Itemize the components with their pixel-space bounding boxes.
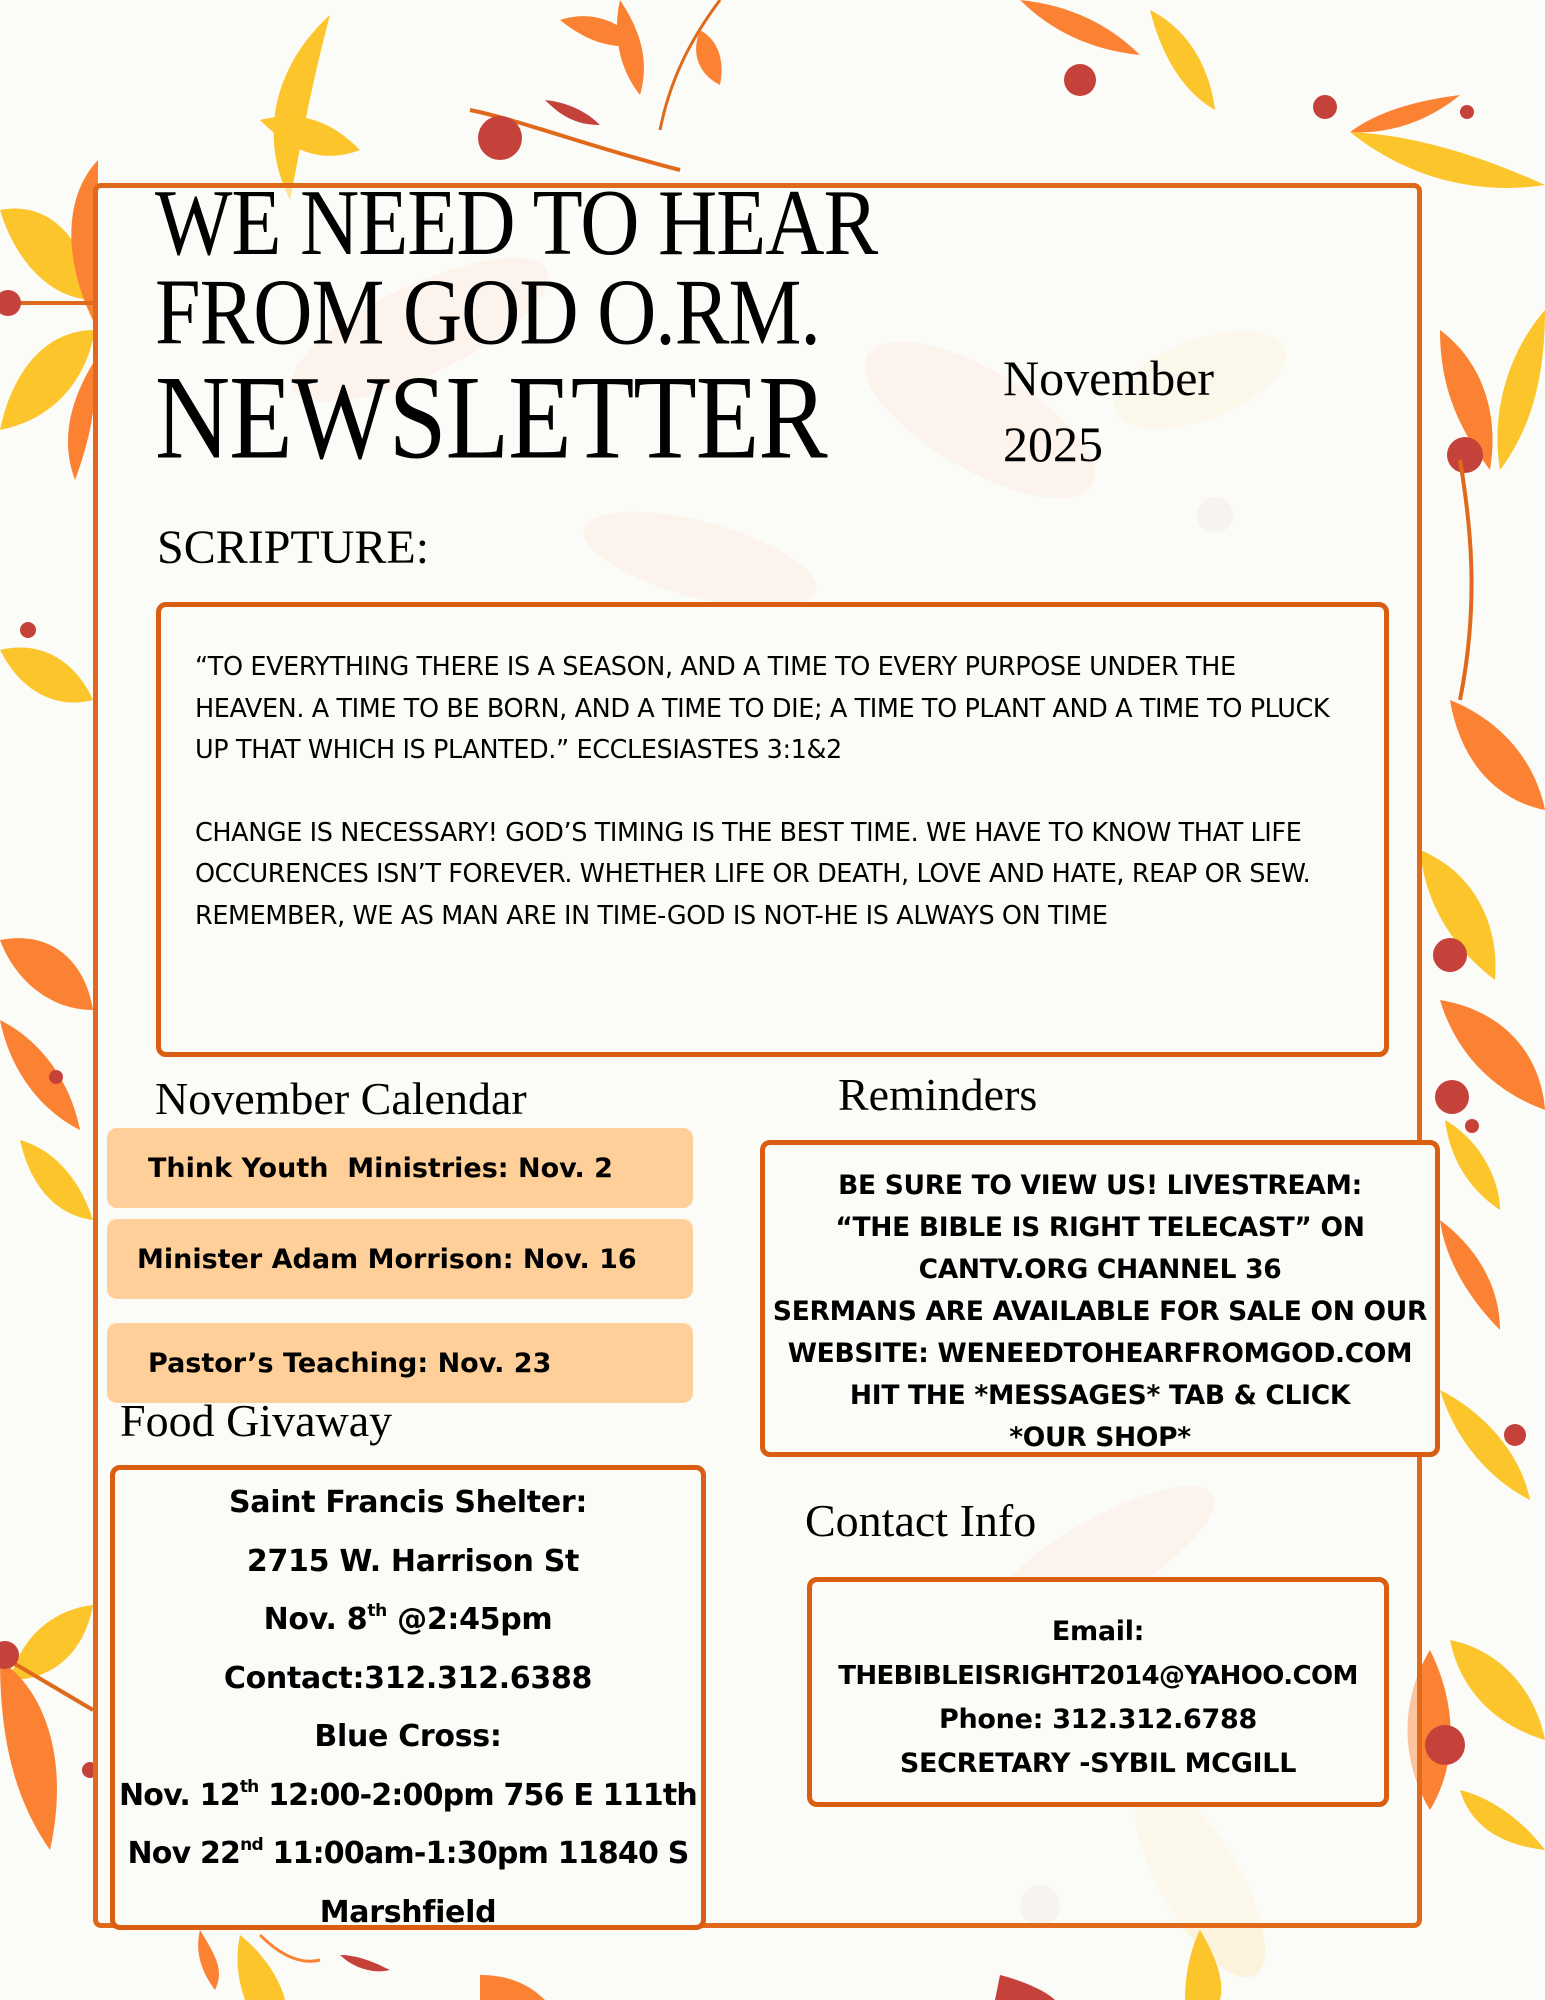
bluecross-1-rest: 12:00-2:00pm 756 E 111th	[258, 1777, 697, 1813]
shelter-contact: Contact:312.312.6388	[223, 1660, 593, 1696]
reminder-line: “THE BIBLE IS RIGHT TELECAST” ON	[835, 1212, 1365, 1243]
reminder-line: WEBSITE: WENEEDTOHEARFROMGOD.COM	[787, 1338, 1413, 1369]
calendar-event	[107, 1128, 693, 1208]
contact-box	[807, 1577, 1389, 1807]
food-box	[110, 1465, 706, 1930]
scripture-verse: “TO EVERYTHING THERE IS A SEASON, AND A TIME TO EVERY PURPOSE UNDER THE HEAVEN. A TIME TO BE BORN, AND A TIME TO DIE; A TIME TO PLANT AND A TIME TO PLUCK UP THAT WHICH IS PLANTED.” ECCLESIASTES 3:1&2	[195, 652, 1330, 765]
reminders-heading: Reminders	[838, 1069, 1038, 1120]
scripture-heading: SCRIPTURE:	[157, 521, 430, 574]
email-label: Email:	[1051, 1616, 1145, 1647]
bluecross-event-2	[115, 1825, 701, 1884]
shelter-name: Saint Francis Shelter:	[228, 1485, 588, 1520]
scripture-message: CHANGE IS NECESSARY! GOD’S TIMING IS THE BEST TIME. WE HAVE TO KNOW THAT LIFE OCCURENCES ISN’T FOREVER. WHETHER LIFE OR DEATH, LOVE AND HATE, REAP OR SEW. REMEMBER, WE AS MAN ARE IN TIME-GOD IS NOT-HE IS ALWAYS ON TIME	[195, 817, 1311, 931]
calendar-event	[107, 1219, 693, 1299]
calendar-heading: November Calendar	[155, 1073, 527, 1124]
issue-month: November	[1003, 350, 1215, 406]
calendar-event-label: Pastor’s Teaching: Nov. 23	[148, 1347, 552, 1379]
bluecross-1-prefix: Nov. 12	[119, 1777, 240, 1813]
reminder-line: HIT THE *MESSAGES* TAB & CLICK	[849, 1380, 1351, 1411]
scripture-box	[156, 602, 1389, 1057]
bluecross-1-suffix: th	[239, 1776, 259, 1797]
bluecross-2-rest: 11:00am-1:30pm 11840 S	[262, 1836, 689, 1871]
shelter-time: @2:45pm	[386, 1602, 553, 1637]
bluecross-event-1	[115, 1767, 701, 1826]
bluecross-2-suffix: nd	[240, 1835, 263, 1855]
reminder-line: SERMANS ARE AVAILABLE FOR SALE ON OUR	[772, 1296, 1428, 1327]
issue-date	[1003, 345, 1214, 477]
secretary-name: SECRETARY -SYBIL MCGILL	[899, 1748, 1297, 1779]
issue-year: 2025	[1003, 416, 1103, 472]
calendar-event	[107, 1323, 693, 1403]
newsletter-title	[155, 169, 878, 484]
title-line-1: WE NEED TO HEAR	[155, 169, 878, 275]
bluecross-2-prefix: Nov 22	[127, 1836, 241, 1871]
reminder-line: *OUR SHOP*	[1009, 1422, 1191, 1453]
reminders-box	[760, 1140, 1440, 1457]
shelter-address: 2715 W. Harrison St	[246, 1543, 580, 1579]
shelter-date	[115, 1591, 701, 1650]
shelter-date-prefix: Nov. 8	[263, 1602, 368, 1637]
phone-number: Phone: 312.312.6788	[939, 1704, 1257, 1735]
shelter-date-suffix: th	[367, 1601, 387, 1621]
bluecross-2-location: Marshfield	[319, 1894, 497, 1930]
contact-heading: Contact Info	[805, 1495, 1037, 1546]
email-address[interactable]: THEBIBLEISRIGHT2014@YAHOO.COM	[838, 1661, 1358, 1691]
reminder-line: CANTV.ORG CHANNEL 36	[918, 1254, 1282, 1285]
calendar-event-label: Think Youth Ministries: Nov. 2	[148, 1152, 613, 1184]
reminder-line: BE SURE TO VIEW US! LIVESTREAM:	[838, 1170, 1362, 1201]
calendar-event-label: Minister Adam Morrison: Nov. 16	[137, 1243, 637, 1275]
food-heading: Food Givaway	[120, 1395, 393, 1446]
bluecross-name: Blue Cross:	[314, 1719, 502, 1754]
title-line-2: FROM GOD O.RM.	[155, 259, 820, 365]
title-line-3: NEWSLETTER	[155, 351, 827, 484]
